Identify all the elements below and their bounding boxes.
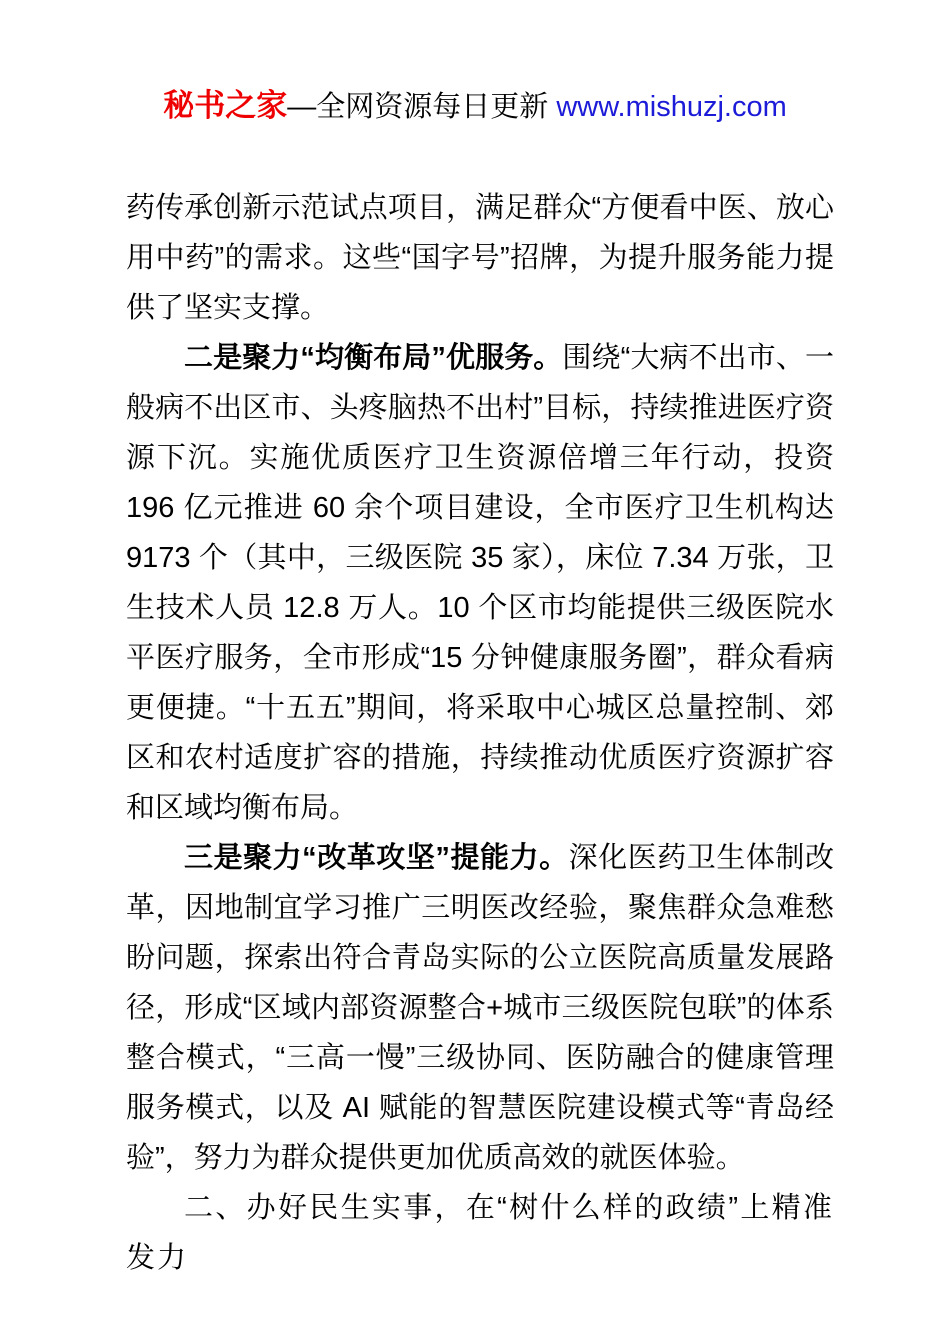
paragraph-point-three — [126, 833, 834, 1183]
header-tagline: 全网资源每日更新 — [316, 91, 557, 123]
document-body — [0, 183, 950, 1283]
section-heading-text: 二、办好民生实事，在“树什么样的政绩”上精准发力 — [126, 1192, 834, 1274]
header-dash: — — [287, 91, 317, 123]
paragraph-lead-bold: 三是聚力“改革攻坚”提能力。 — [184, 842, 569, 874]
site-url-link[interactable]: www.mishuzj.com — [556, 91, 787, 123]
body-text-run: 药传承创新示范试点项目，满足群众“方便看中医、放心用中药”的需求。这些“国字号”招牌，为提升服务能力提供了坚实支撑。 — [126, 192, 834, 324]
body-text-run: 围绕“大病不出市、一般病不出区市、头疼脑热不出村”目标，持续推进医疗资源下沉。实施优质医疗卫生资源倍增三年行动，投资 196 亿元推进 60 余个项目建设，全市医疗卫生机构达 9173 个（其中，三级医院 35 家），床位 7.34 万张，卫生技术人员 12.8 万人。10 个区市均能提供三级医院水平医疗服务，全市形成“15 分钟健康服务圈”，群众看病更便捷。“十五五”期间，将采取中心城区总量控制、郊区和农村适度扩容的措施，持续推动优质医疗资源扩容和区域均衡布局。 — [126, 342, 834, 824]
site-brand: 秘书之家 — [163, 88, 288, 123]
paragraph-lead-bold: 二是聚力“均衡布局”优服务。 — [184, 342, 563, 374]
body-text-run: 深化医药卫生体制改革，因地制宜学习推广三明医改经验，聚焦群众急难愁盼问题，探索出符合青岛实际的公立医院高质量发展路径，形成“区域内部资源整合+城市三级医院包联”的体系整合模式，“三高一慢”三级协同、医防融合的健康管理服务模式，以及 AI 赋能的智慧医院建设模式等“青岛经验”，努力为群众提供更加优质高效的就医体验。 — [126, 842, 834, 1174]
site-header — [0, 86, 950, 127]
paragraph-point-two — [126, 333, 834, 833]
paragraph-continuation — [126, 183, 834, 333]
section-heading — [126, 1183, 834, 1283]
